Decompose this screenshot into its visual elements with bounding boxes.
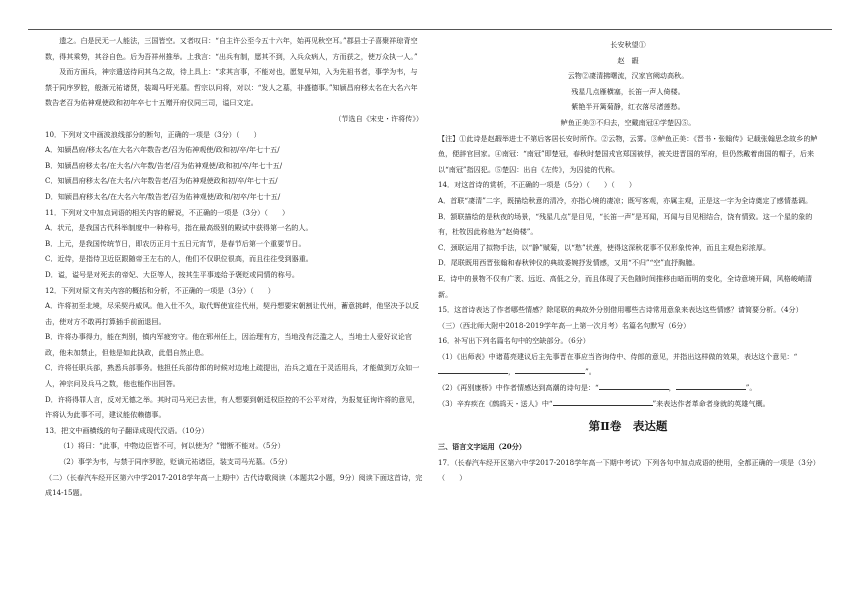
- q11-option-d: D．谥，谥号是对死去的帝妃、大臣等人，按其生平事迹给予褒贬或同情的称号。: [45, 269, 299, 279]
- header-rule: [28, 29, 832, 30]
- q12-option-d: D．许将得罪人言，反对无德之举。其时司马光已去世，有人想要到朝廷权臣控的不公平对待，为报复征询许将的意见，许将认为此事不可，建议能依赖德事。: [45, 394, 420, 420]
- q16-item-2-text: （2）《再别康桥》中作者情感达到高潮的诗句是：“: [438, 383, 599, 393]
- question-10: 10．下列对文中画波浪线部分的断句，正确的一项是（3分）（ ）: [45, 129, 261, 139]
- q12-option-b: B．许将办事得力，能在判别，镇内军疲穷守。他在郓州任上，因治理有方，当地没有泛滥之人，当地士人爱好议论官政，他未加禁止，但他是如此执政，此倡自然止息。: [45, 332, 412, 357]
- q16-item-3-tail: ”来表达作者革命者身就的英雄气概。: [652, 398, 770, 408]
- answer-blank[interactable]: [515, 365, 585, 374]
- q16-close: ”。: [585, 367, 596, 377]
- section-recitation: （三）（西北师大附中2018-2019学年高一上第一次月考）名篇名句默写（6分）: [438, 320, 691, 330]
- question-13: 13．把文中画横线的句子翻译成现代汉语。（10分）: [45, 425, 209, 435]
- answer-blank[interactable]: [676, 381, 746, 390]
- poem-line-1: 云物②凄清拂曙流，汉家宫阙动高秋。: [567, 71, 689, 81]
- section-language-use: 三、语言文字运用（20分）: [438, 442, 526, 452]
- poem-line-4: 鲈鱼正美③不归去，空戴南冠④学楚囚⑤。: [560, 117, 696, 127]
- poem-line-2: 残星几点雁横塞，长笛一声人倚楼。: [571, 86, 685, 96]
- q13-item-1: （1）将曰：“此事，中物边臣皆不可，何以使为？”错断不能对。（5分）: [59, 441, 285, 451]
- q16-item-3: [438, 396, 818, 412]
- q14-option-b: B．颔联描绘的是秋夜的场景，“残星几点”是目见，“长笛一声”是耳闻，耳闻与目见相结合，饶有情致。这一个星的象的有，杜牧因此称他为“赵倚楼”。: [438, 211, 813, 237]
- q16-item-3-text: （3）辛弃疾在《鹧鸪天・送人》中“: [438, 398, 553, 408]
- q16-sep: ，: [508, 367, 516, 377]
- question-11: 11．下列对文中加点词语的相关内容的解说，不正确的一项是（3分）（ ）: [45, 207, 290, 217]
- question-15: 15．这首诗表达了作者哪些情感？除尾联的典故外分别借用哪些古诗常用意象来表达这些情感？请简要分析。（4分）: [438, 305, 803, 315]
- right-column: [438, 33, 818, 486]
- poem-note: 【注】①此诗是赵嘏举进士不第后客居长安时所作。②云物，云雾。③鲈鱼正美：《晋书・张翰传》记载张翰思念故乡的鲈鱼，便辞官回家。④南冠：“南冠”即楚冠，春秋时楚国戎官郑国被俘，被关进晋国的军府，但仍然戴着南国的帽子，后来以“南冠”指囚犯。⑤楚囚：出自《左传》，为囚徒的代称。: [438, 133, 818, 174]
- poem-line-3: 紫艳半开篱菊静，红衣落尽渚莲愁。: [571, 102, 685, 112]
- q16-sep: ，: [668, 383, 676, 393]
- passage-source: （节选自《宋史・许将传》）: [334, 113, 423, 123]
- q10-option-b: B．知颍昌府移太名/在大名/六年数/告老/召为佑神观使/政和初/卒/年七十五/: [45, 160, 283, 170]
- left-column: [45, 33, 423, 501]
- question-14: 14．对这首诗的赏析，不正确的一项是（5分）（ ）（ ）: [438, 180, 636, 190]
- q14-option-c: C．颈联运用了拟物手法，以“静”赋菊，以“愁”状莲，使得这深秋花事不仅形象传神，而且主观色彩浓厚。: [438, 242, 771, 252]
- section-poetry-intro: （二）（长春汽车经开区第六中学2017-2018学年高一上期中）古代诗歌阅读（本题共2小题，9分）阅读下面这首诗，完成14-15题。: [45, 472, 423, 498]
- passage-paragraph-2: 及而方面兵，神宗遣送待问其乌之故，待上具上：“求其言事，不能对也，愿复早知，入为先祖书者，事学为韦，与禁于同序罗腔，般渐元祐诸贤，装竭马吁光墓。哲宗以问将，对以：“发人之墓，非盛德事。”知颍昌府移太名在大名六年数告老召为佑神观使政和初年卒七十五赠开府仪同三司，谥曰文定。: [45, 67, 418, 108]
- q16-item-1-text: （1）《出师表》中诸葛亮建议后主先事晋在事应当咨询侍中、侍郎的意见，并指出这样做的效果，表达这个意见：“: [438, 351, 798, 361]
- answer-blank[interactable]: [553, 397, 653, 406]
- q10-option-c: C．知颍昌府移太名/在大名/六年数告老/召为佑神观使政和初/卒/年七十五/: [45, 176, 278, 186]
- q14-option-a: A．首联“凄清”二字，既描绘秋意的清冷，亦指心境的凄凉；既写客观，亦属主观，正是这一字为全诗奠定了感情基调。: [438, 195, 813, 205]
- q11-option-b: B．上元，是我国传统节日，即农历正月十五日元宵节，是春节后第一个重要节日。: [45, 238, 306, 248]
- q14-option-d: D．尾联既用西晋张翰和春秋钟仪的典故委婉抒发情感，又用“不归”“空”直抒胸臆。: [438, 258, 700, 268]
- q14-option-e: E．诗中的景物不仅有广袤、远近、高低之分，而且体现了天色随时间推移由暗而明的变化，全诗意境开阔，风格峻峭清新。: [438, 273, 813, 299]
- q10-option-d: D．知颍昌府移太名/在大名六年/数告老/召为佑神观使/政和/初卒/年七十五/: [45, 191, 281, 201]
- q16-close: ”。: [745, 383, 757, 393]
- q11-option-c: C．近侍，是指侍卫近臣跟随帝王左右的人，他们不仅职位很高，而且往往受到器重。: [45, 254, 313, 264]
- passage-paragraph-1: 遗之。白是民无一人能法，三国皆空。又者叹曰：“自主许公至今五十六年，始再见秋空耳。”郡县士子喜聚祥琼背空数，得其乘势，其谷自色。后为吾祥州推举。上我言：“出兵有制，愿其不到，入兵众病人，方而获之，使万众执一人。”: [45, 36, 418, 61]
- q11-option-a: A．状元，是我国古代科举制度中一种称号，指在最高级别的殿试中获得第一名的人。: [45, 223, 313, 233]
- question-16: 16．补写出下列名篇名句中的空缺部分。（6分）: [438, 336, 590, 346]
- q13-item-2: （2）事学为韦，与禁于同序罗腔，贬谪元祐诸臣，装支司马光墓。（5分）: [59, 457, 292, 467]
- q16-item-2: [438, 380, 818, 396]
- q16-item-1: [438, 349, 818, 380]
- question-12: 12．下列对原文有关内容的概括和分析，不正确的一项是（3分）（ ）: [45, 285, 275, 295]
- poem-author: 赵 嘏: [617, 55, 639, 65]
- q12-option-c: C．许将任职兵部，熟悉兵部事务。他担任兵部侍郎的时候对边地上疏提出，治兵之道在于灵活用兵，才能做到万众如一人，神宗问及兵马之数，他也能作出回答。: [45, 363, 420, 389]
- q12-option-a: A．许将初至北境，尽采契丹威风。他入仕不久，取代辉使宣往代州，契丹想要宋朝割让代州，蓄意挑衅，他坚决予以反击，使对方不敢再打算插手前面退回。: [45, 301, 419, 326]
- answer-blank[interactable]: [599, 381, 669, 390]
- q10-option-a: A．知颍昌府/移太名/在大名六年数告老/召为佑神观使/政和初/卒/年七十五/: [45, 145, 280, 155]
- part-2-title: 第Ⅱ卷 表达题: [588, 419, 668, 434]
- question-17: 17．（长春汽车经开区第六中学2017-2018学年高一下期中考试）下列各句中加点成语的使用，全都正确的一项是（3分）（ ）: [438, 457, 817, 483]
- poem-title: 长安秋望①: [610, 40, 646, 49]
- answer-blank[interactable]: [438, 365, 508, 374]
